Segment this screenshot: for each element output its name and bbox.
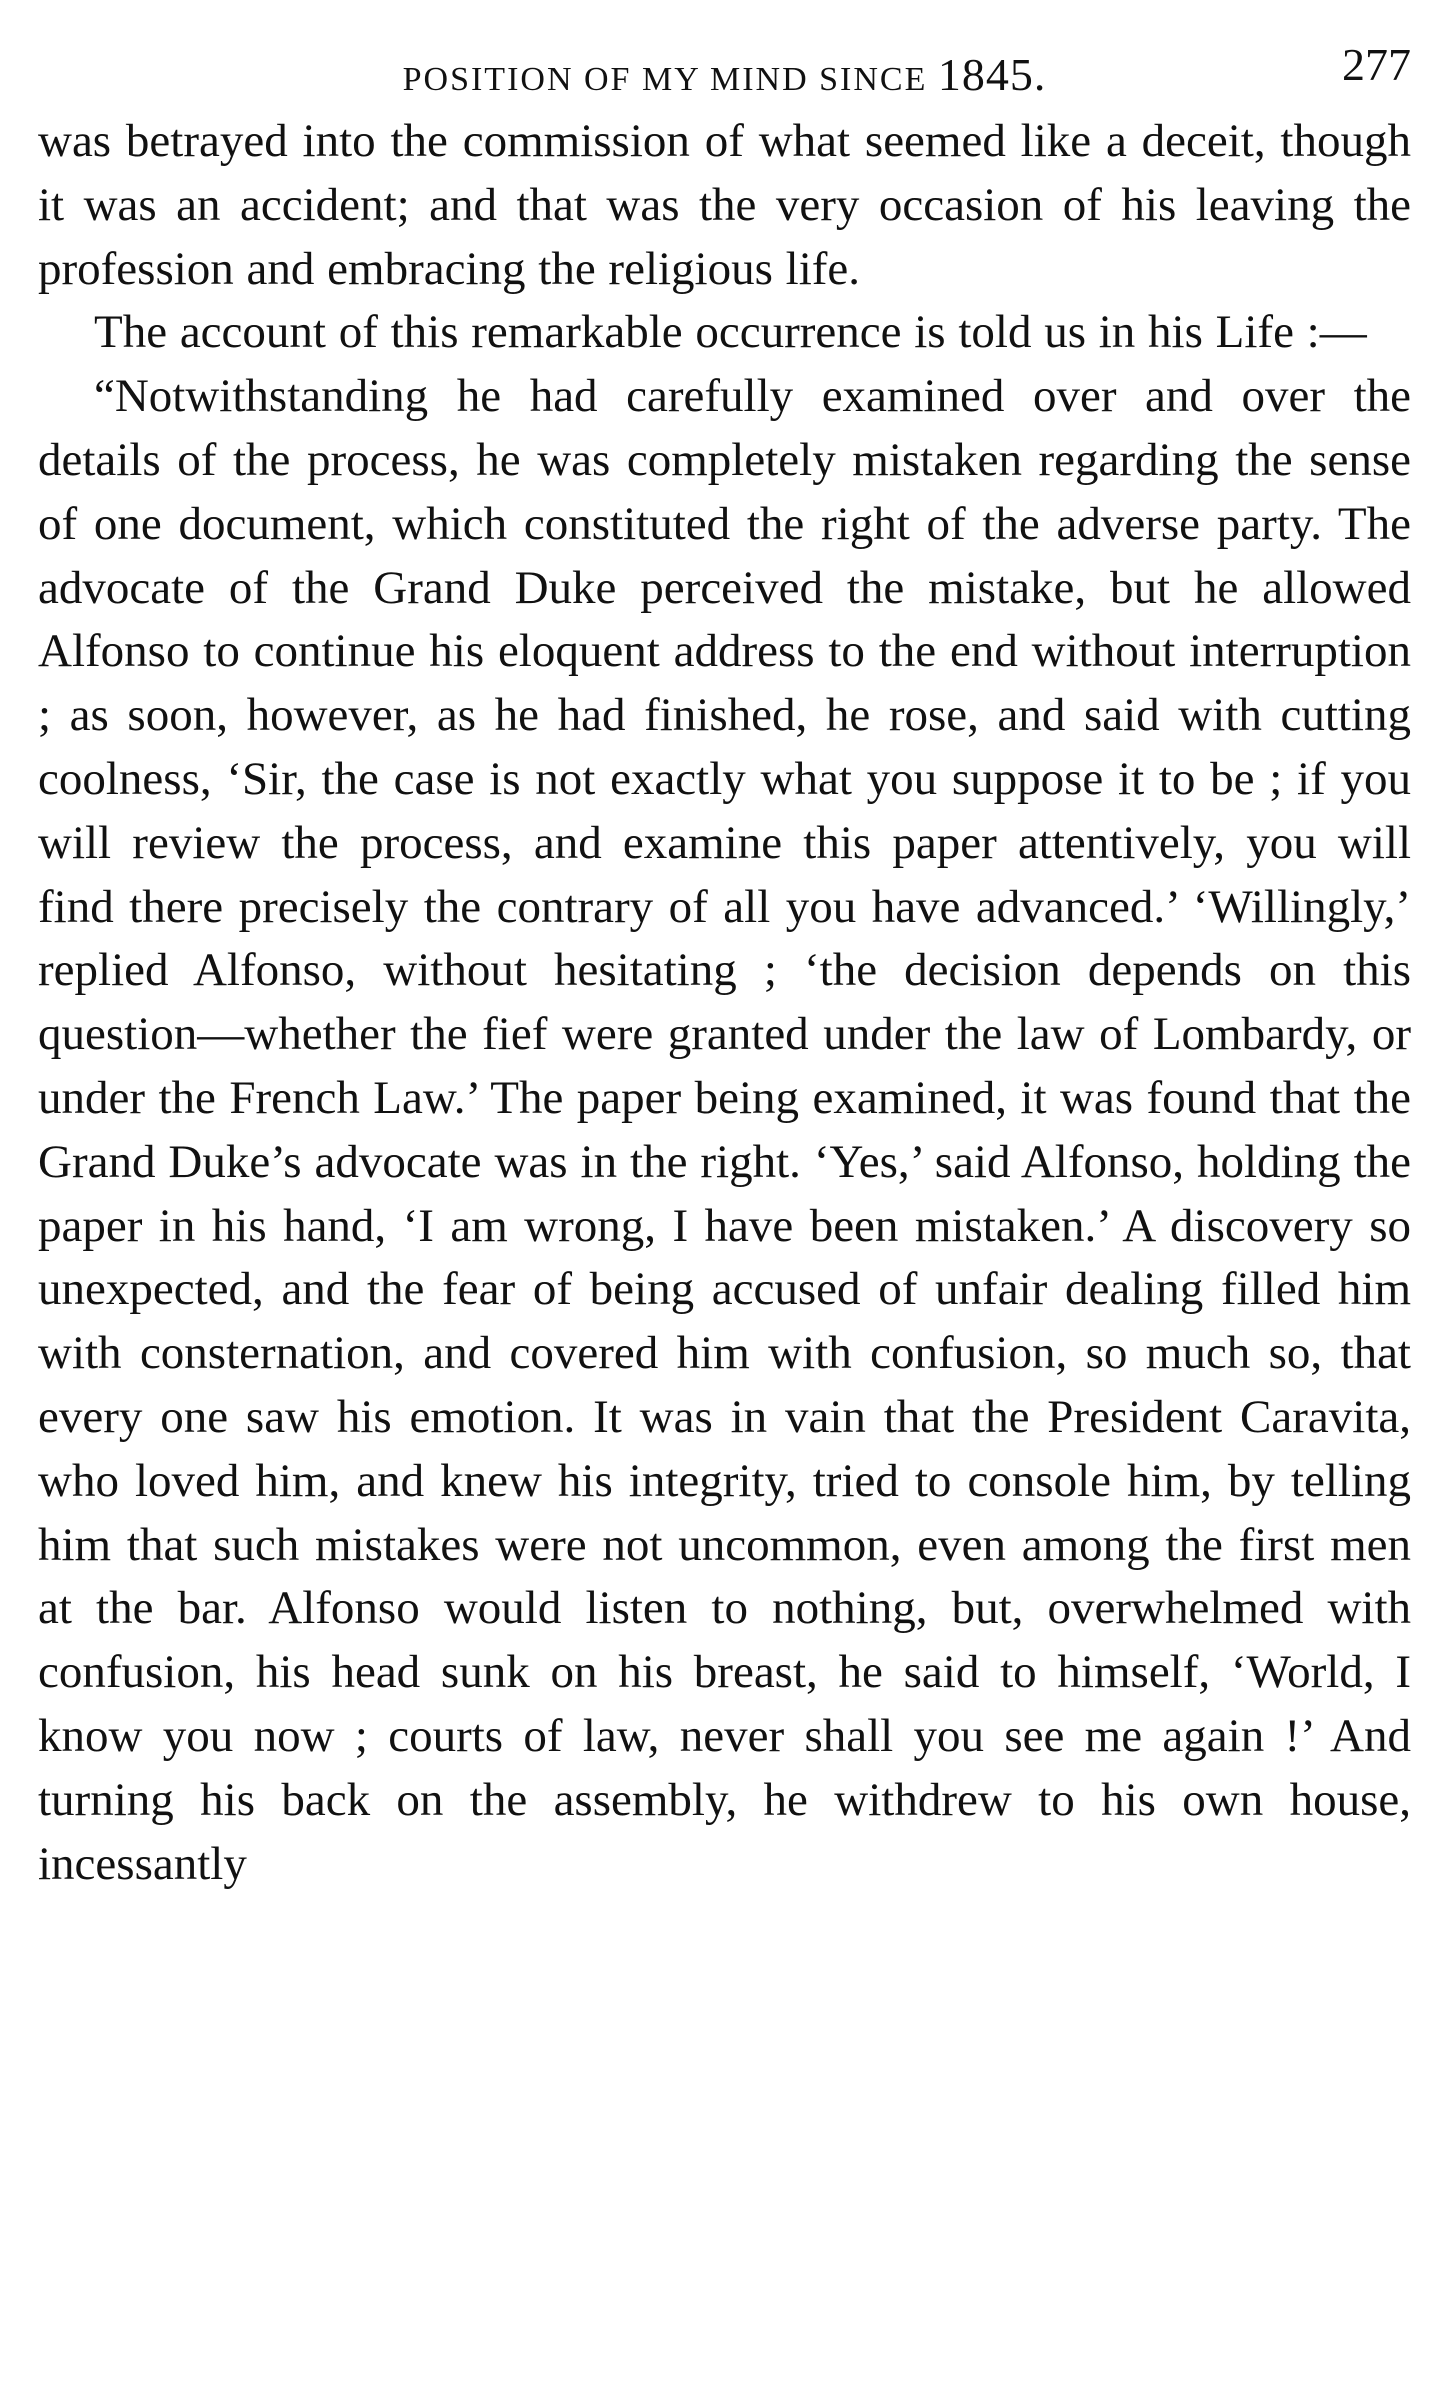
running-head xyxy=(38,26,1411,110)
body-text xyxy=(38,110,1411,1896)
paragraph-quotation: “Notwithstanding he had carefully examined over and over the details of the process, he was completely mistaken regarding the sense of one document, which constituted the right of the adverse party. The advocate of the Grand Duke perceived the mistake, but he allowed Alfonso to continue his eloquent address to the end without interruption ; as soon, however, as he had finished, he rose, and said with cutting coolness, ‘Sir, the case is not exactly what you suppose it to be ; if you will review the process, and examine this paper attentively, you will find there precisely the contrary of all you have advanced.’ ‘Willingly,’ replied Alfonso, without hesitating ; ‘the decision depends on this question—whether the fief were granted under the law of Lombardy, or under the French Law.’ The paper being examined, it was found that the Grand Duke’s advocate was in the right. ‘Yes,’ said Alfonso, holding the paper in his hand, ‘I am wrong, I have been mistaken.’ A discovery so unexpected, and the fear of being accused of unfair dealing filled him with consternation, and covered him with confusion, so much so, that every one saw his emotion. It was in vain that the President Caravita, who loved him, and knew his integrity, tried to console him, by telling him that such mistakes were not uncommon, even among the first men at the bar. Alfonso would listen to nothing, but, overwhelmed with confusion, his head sunk on his breast, he said to himself, ‘World, I know you now ; courts of law, never shall you see me again !’ And turning his back on the assembly, he withdrew to his own house, incessantly xyxy=(38,370,1411,1890)
paragraph-continuation: was betrayed into the commission of what seemed like a deceit, though it was an accident; and that was the very occasion of his leaving the profession and embracing the religious life. xyxy=(38,115,1411,295)
running-title xyxy=(38,48,1411,101)
paragraph-account: The account of this remarkable occurrence is told us in his Life :— xyxy=(94,306,1367,359)
running-title-year: 1845. xyxy=(937,49,1047,100)
page-number: 277 xyxy=(1342,39,1411,90)
running-title-text: POSITION OF MY MIND SINCE xyxy=(402,61,928,98)
